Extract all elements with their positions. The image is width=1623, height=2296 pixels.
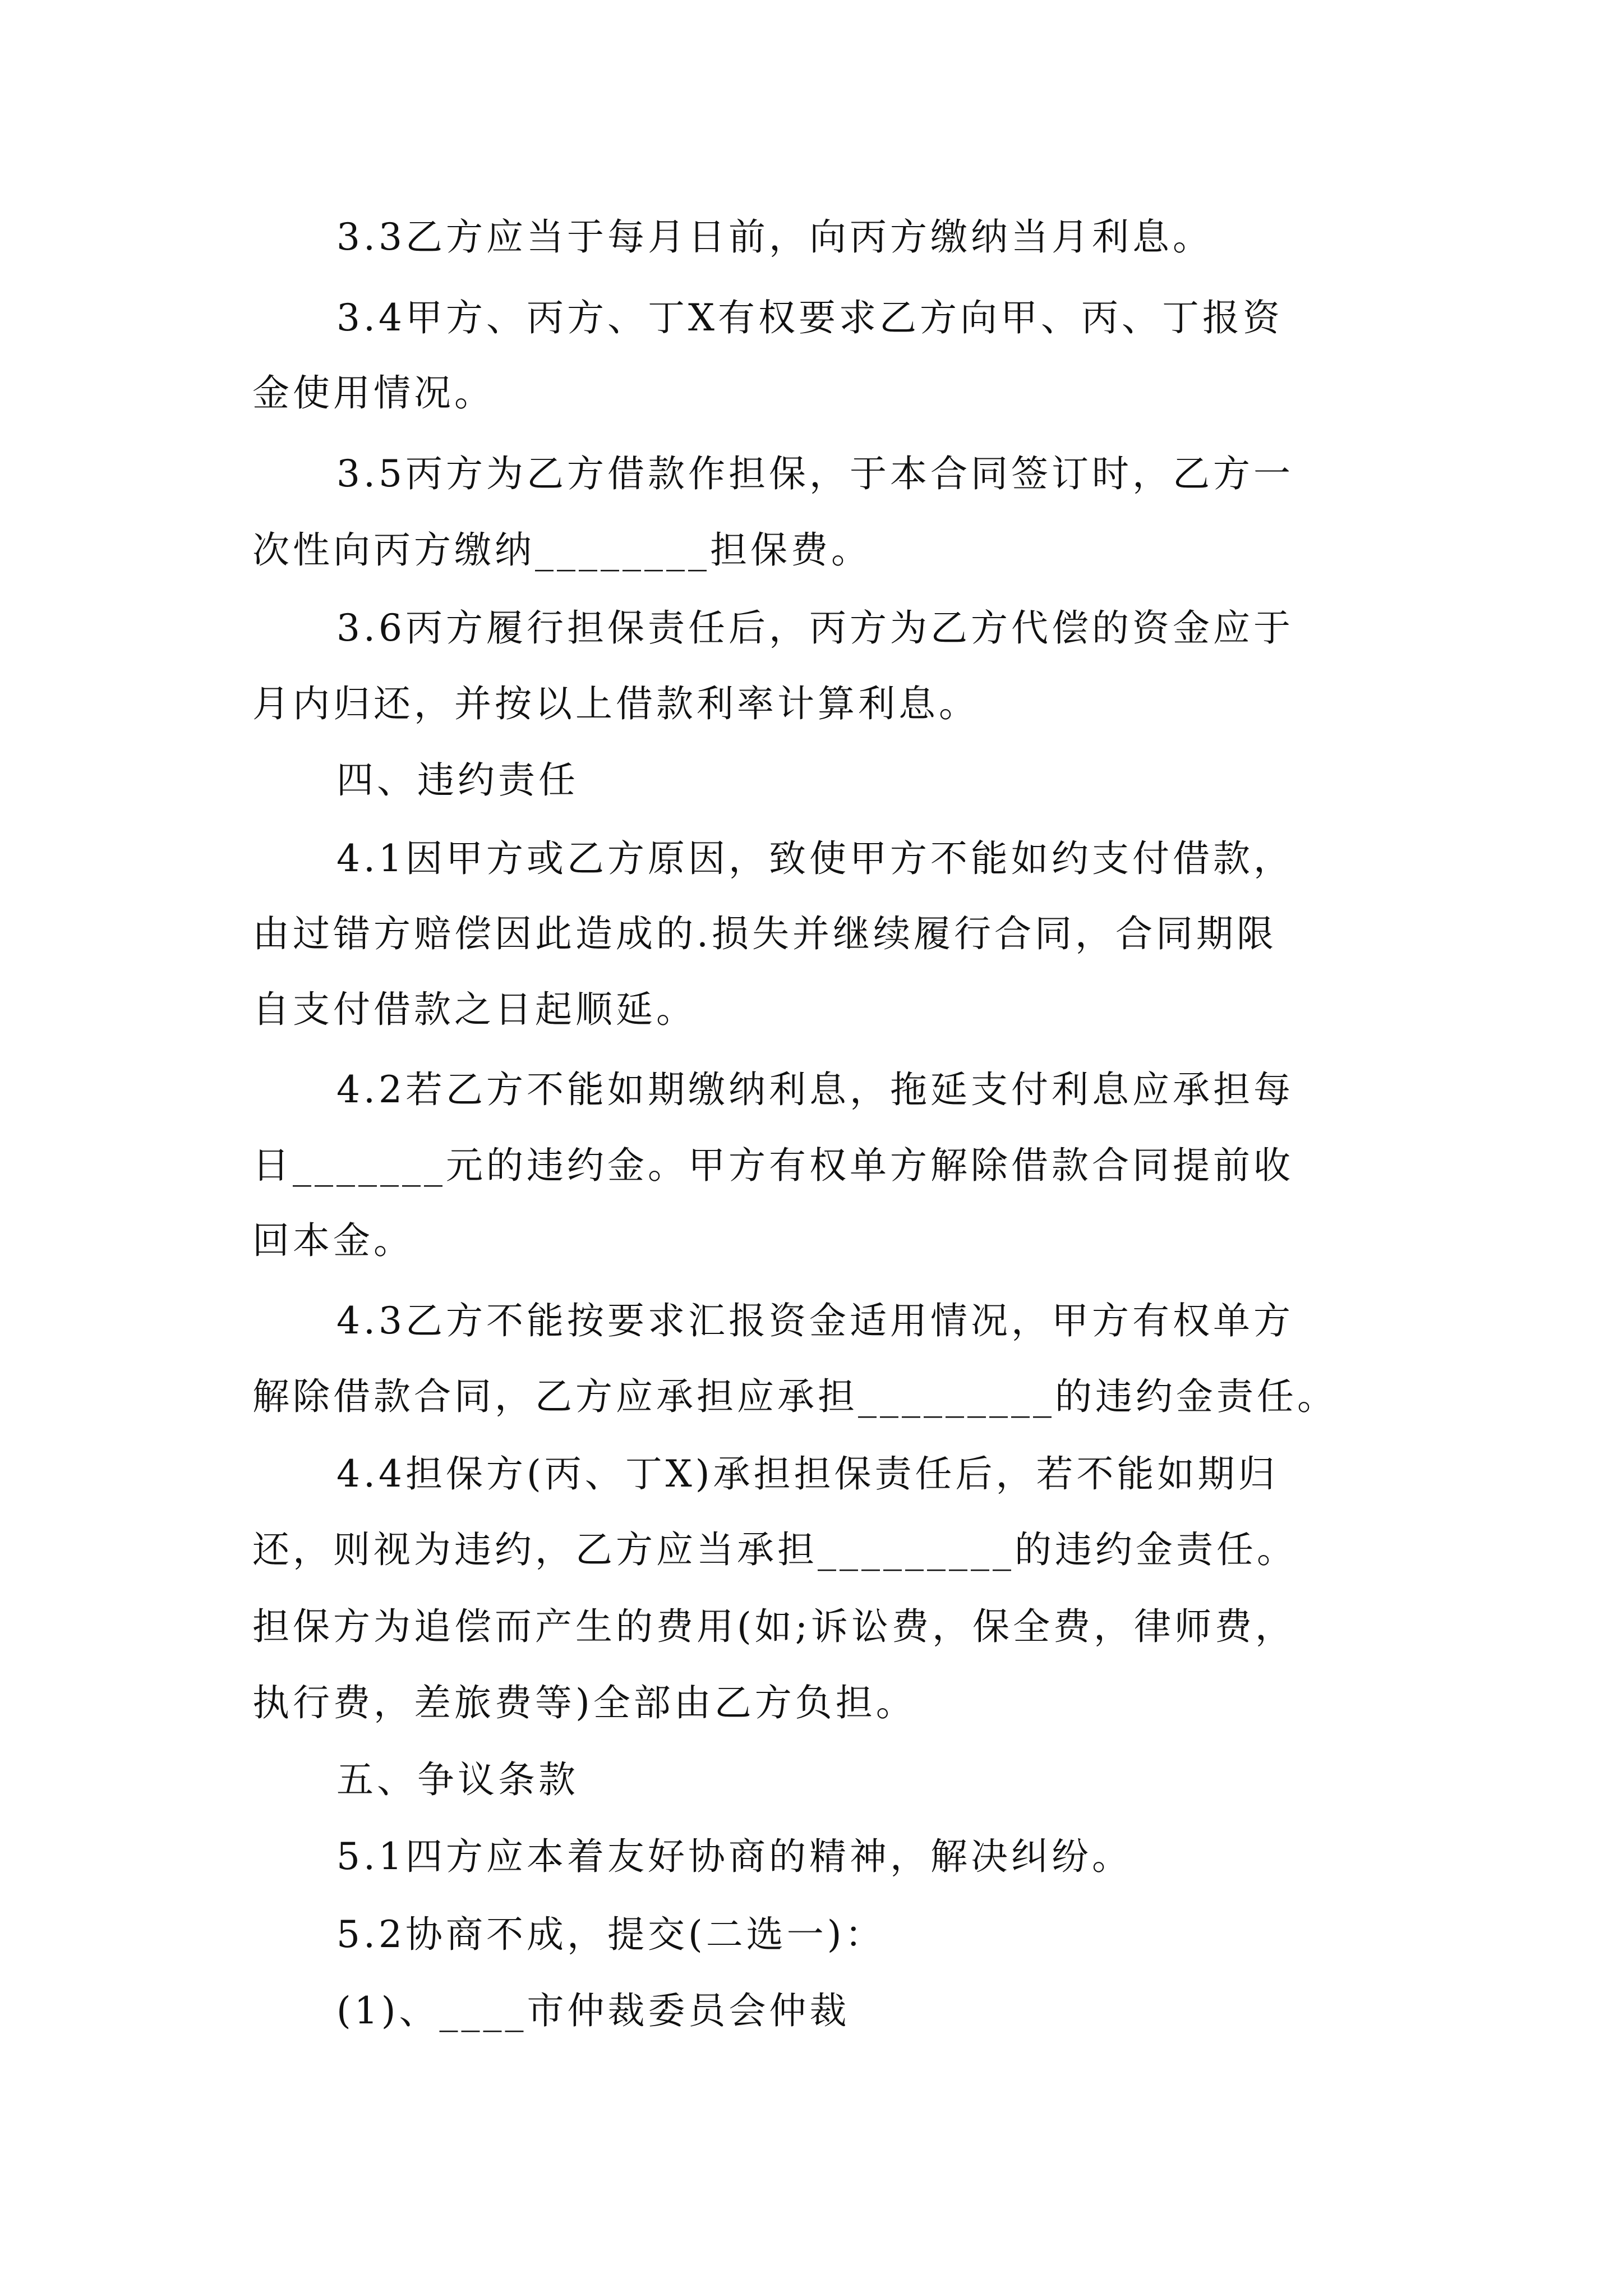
- clause-3-3: 3.3乙方应当于每月日前，向丙方缴纳当月利息。: [336, 215, 1213, 259]
- clause-3-4-cont: 金使用情况。: [252, 371, 495, 415]
- clause-4-4-cont-2: 担保方为追偿而产生的费用(如;诉讼费，保全费，律师费，: [252, 1605, 1295, 1648]
- section-heading-4: 四、违约责任: [336, 758, 579, 802]
- clause-4-2-cont-2: 回本金。: [252, 1219, 414, 1262]
- clause-3-5: 3.5丙方为乙方借款作担保，于本合同签订时，乙方一: [336, 452, 1294, 495]
- clause-4-1: 4.1因甲方或乙方原因，致使甲方不能如约支付借款，: [336, 837, 1294, 880]
- clause-4-2: 4.2若乙方不能如期缴纳利息，拖延支付利息应承担每: [336, 1068, 1294, 1111]
- clause-4-1-cont-2: 自支付借款之日起顺延。: [252, 988, 697, 1031]
- clause-4-4-cont-3: 执行费，差旅费等)全部由乙方负担。: [252, 1681, 916, 1724]
- clause-5-2: 5.2协商不成，提交(二选一)：: [336, 1913, 886, 1956]
- clause-5-1: 5.1四方应本着友好协商的精神，解决纠纷。: [336, 1835, 1132, 1878]
- clause-4-4: 4.4担保方(丙、丁X)承担担保责任后，若不能如期归: [336, 1452, 1279, 1496]
- clause-3-4: 3.4甲方、丙方、丁X有权要求乙方向甲、丙、丁报资: [336, 296, 1283, 339]
- clause-4-3: 4.3乙方不能按要求汇报资金适用情况，甲方有权单方: [336, 1299, 1294, 1342]
- clause-3-6-cont: 月内归还，并按以上借款利率计算利息。: [252, 682, 979, 725]
- clause-4-1-cont-1: 由过错方赔偿因此造成的.损失并继续履行合同，合同期限: [252, 912, 1277, 955]
- clause-4-4-cont-1: 还，则视为违约，乙方应当承担_________的违约金责任。: [252, 1528, 1297, 1571]
- clause-5-2-option-1: (1)、____市仲裁委员会仲裁: [336, 1989, 850, 2032]
- clause-4-2-cont-1: 日_______元的违约金。甲方有权单方解除借款合同提前收: [252, 1144, 1294, 1187]
- clause-4-3-cont: 解除借款合同，乙方应承担应承担_________的违约金责任。: [252, 1375, 1338, 1418]
- clause-3-5-cont: 次性向丙方缴纳________担保费。: [252, 528, 872, 572]
- clause-3-6: 3.6丙方履行担保责任后，丙方为乙方代偿的资金应于: [336, 606, 1294, 650]
- section-heading-5: 五、争议条款: [336, 1758, 579, 1801]
